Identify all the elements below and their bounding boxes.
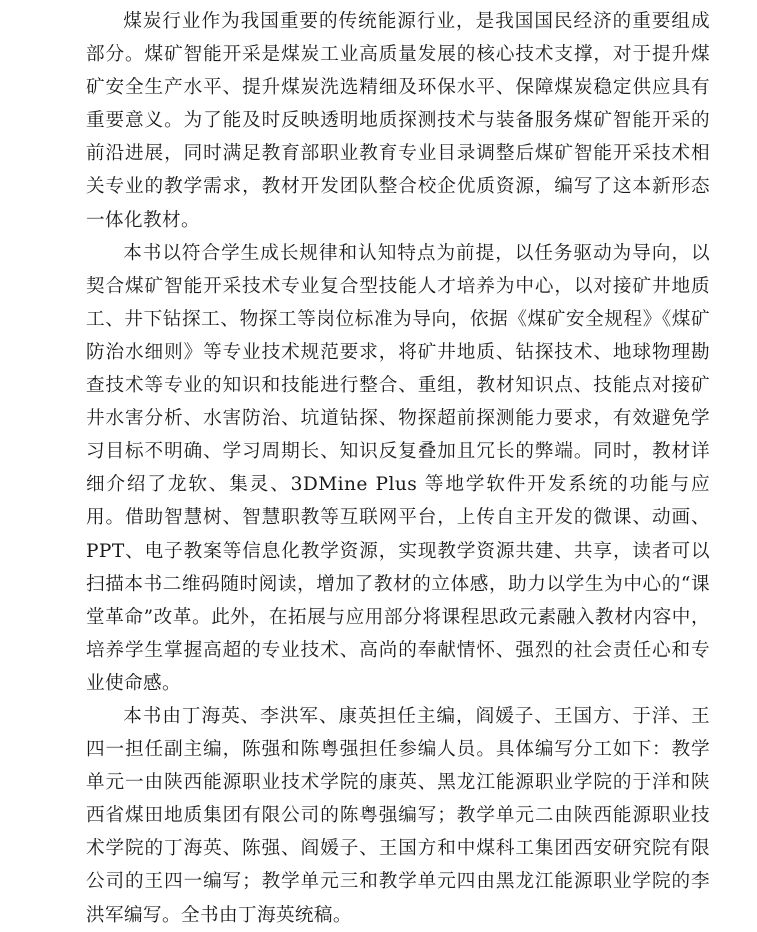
paragraph-features: 本书以符合学生成长规律和认知特点为前提，以任务驱动为导向，以契合煤矿智能开采技术专业复合型技能人才培养为中心，以对接矿井地质工、井下钻探工、物探工等岗位标准为导向，依据《煤矿安全规程》《煤矿防治水细则》等专业技术规范要求，将矿井地质、钻探技术、地球物理勘查技术等专业的知识和技能进行整合、重组，教材知识点、技能点对接矿井水害分析、水害防治、坑道钻探、物探超前探测能力要求，有效避免学习目标不明确、学习周期长、知识反复叠加且冗长的弊端。同时，教材详细介绍了龙软、集灵、3DMine Plus 等地学软件开发系统的功能与应用。借助智慧树、智慧职教等互联网平台，上传自主开发的微课、动画、PPT、电子教案等信息化教学资源，实现教学资源共建、共享，读者可以扫描本书二维码随时阅读，增加了教材的立体感，助力以学生为中心的“课堂革命”改革。此外，在拓展与应用部分将课程思政元素融入教材内容中，培养学生掌握高超的专业技术、高尚的奉献情怀、强烈的社会责任心和专业使命感。 — [86, 242, 710, 694]
paragraph-authors: 本书由丁海英、李洪军、康英担任主编，阎媛子、王国方、于洋、王四一担任副主编，陈强和陈粤强担任参编人员。具体编写分工如下：教学单元一由陕西能源职业技术学院的康英、黑龙江能源职业学院的于洋和陕西省煤田地质集团有限公司的陈粤强编写；教学单元二由陕西能源职业技术学院的丁海英、陈强、阎媛子、王国方和中煤科工集团西安研究院有限公司的王四一编写；教学单元三和教学单元四由黑龙江能源职业学院的李洪军编写。全书由丁海英统稿。 — [86, 705, 710, 926]
paragraph-background: 煤炭行业作为我国重要的传统能源行业，是我国国民经济的重要组成部分。煤矿智能开采是煤炭工业高质量发展的核心技术支撑，对于提升煤矿安全生产水平、提升煤炭洗选精细及环保水平、保障煤炭稳定供应具有重要意义。为了能及时反映透明地质探测技术与装备服务煤矿智能开采的前沿进展，同时满足教育部职业教育专业目录调整后煤矿智能开采技术相关专业的教学需求，教材开发团队整合校企优质资源，编写了这本新形态一体化教材。 — [86, 11, 710, 231]
